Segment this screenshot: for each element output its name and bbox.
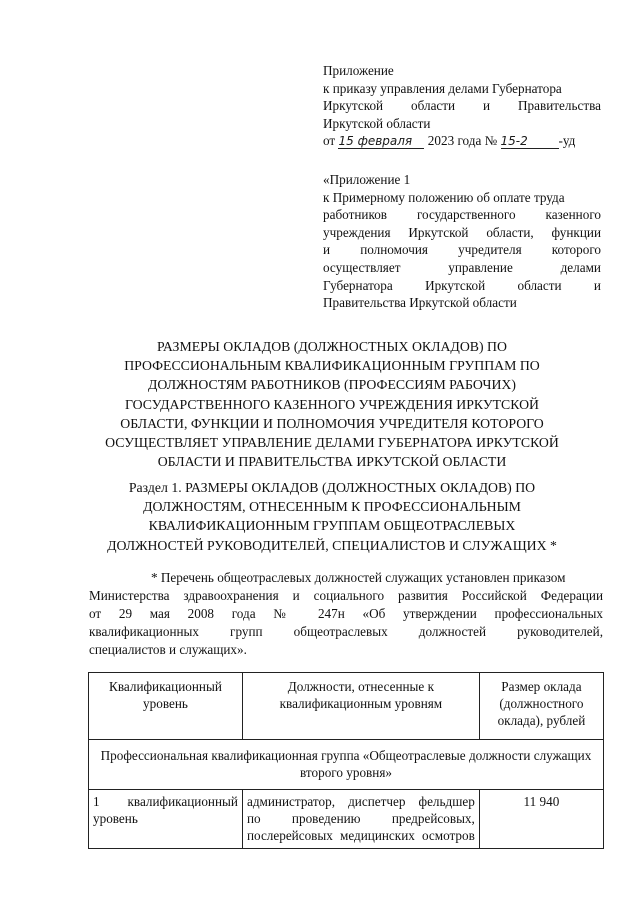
title-line: ОСУЩЕСТВЛЯЕТ УПРАВЛЕНИЕ ДЕЛАМИ ГУБЕРНАТОРА ИРКУТСКОЙ (105, 435, 559, 451)
appendix-header (323, 62, 601, 150)
footnote-line: * Перечень общеотраслевых должностей служащих установлен приказом (151, 570, 566, 585)
title-line: ОБЛАСТИ, ФУНКЦИИ И ПОЛНОМОЧИЯ УЧРЕДИТЕЛЯ КОТОРОГО (120, 415, 544, 431)
footnote (89, 569, 603, 659)
section-line: КВАЛИФИКАЦИОННЫМ ГРУППАМ ОБЩЕОТРАСЛЕВЫХ (148, 518, 516, 534)
group-title: Профессиональная квалификационная группа «Общеотраслевые должности служащих второго уровня» (89, 740, 604, 790)
footnote-line: квалификационных групп общеотраслевых должностей руководителей, (89, 624, 603, 639)
salary-cell: 11 940 (479, 790, 603, 849)
positions-cell (242, 790, 479, 849)
appendix-order-line: к приказу управления делами Губернатора (323, 80, 562, 96)
group-row (89, 740, 604, 790)
document-title (62, 337, 602, 471)
footnote-line: специалистов и служащих». (89, 642, 247, 657)
appendix-1-title: «Приложение 1 (323, 172, 411, 187)
appendix-1-line: к Примерному положению об оплате труда (323, 189, 565, 205)
appendix-1-line: учреждения Иркутской области, функции (323, 224, 601, 240)
section-heading (62, 478, 602, 555)
title-line: РАЗМЕРЫ ОКЛАДОВ (ДОЛЖНОСТНЫХ ОКЛАДОВ) ПО (157, 339, 507, 354)
appendix-1-line: работников государственного казенного (323, 207, 601, 223)
salary-table (88, 672, 604, 849)
appendix-order-line: Иркутской области и Правительства (323, 98, 601, 114)
appendix-1-line: осуществляет управление делами (323, 259, 601, 275)
title-line: ОБЛАСТИ И ПРАВИТЕЛЬСТВА ИРКУТСКОЙ ОБЛАСТИ (157, 454, 507, 470)
appendix-1-line: Правительства Иркутской области (323, 295, 517, 311)
number-suffix: -уд (558, 133, 576, 149)
date-year: 2023 года № (427, 133, 498, 149)
title-line: ПРОФЕССИОНАЛЬНЫМ КВАЛИФИКАЦИОННЫМ ГРУППАМ ПО (124, 358, 540, 374)
section-line: ДОЛЖНОСТЕЙ РУКОВОДИТЕЛЕЙ, СПЕЦИАЛИСТОВ И СЛУЖАЩИХ * (107, 537, 557, 553)
level-cell (89, 790, 243, 849)
positions-text: по проведению предрейсовых, (246, 811, 475, 826)
section-line: Раздел 1. РАЗМЕРЫ ОКЛАДОВ (ДОЛЖНОСТНЫХ ОКЛАДОВ) ПО (128, 480, 536, 495)
positions-text: послерейсовых медицинских осмотров (246, 828, 475, 843)
header-level: Квалификационный уровень (89, 673, 243, 740)
handwritten-date: 15 февраля (338, 134, 424, 149)
appendix-1-line: Губернатора Иркутской области и (323, 277, 601, 293)
header-salary: Размер оклада (должностного оклада), рублей (479, 673, 603, 740)
level-text: 1 квалификационный (93, 794, 238, 809)
handwritten-number: 15-2 (501, 134, 559, 149)
title-line: ДОЛЖНОСТЯМ РАБОТНИКОВ (ПРОФЕССИЯМ РАБОЧИХ) (148, 377, 516, 393)
date-prefix: от (323, 133, 336, 149)
appendix-date-line (323, 132, 601, 150)
footnote-line: от 29 мая 2008 года № 247н «Об утверждении профессиональных (89, 606, 603, 621)
level-text: уровень (93, 811, 138, 826)
header-positions: Должности, отнесенные к квалификационным уровням (242, 673, 479, 740)
appendix-1-line: и полномочия учредителя которого (323, 242, 601, 258)
appendix-order-line: Иркутской области (323, 115, 431, 131)
appendix-1-header (323, 171, 601, 312)
table-header-row (89, 673, 604, 740)
positions-text: администратор, диспетчер фельдшер (246, 794, 475, 809)
title-line: ГОСУДАРСТВЕННОГО КАЗЕННОГО УЧРЕЖДЕНИЯ ИРКУТСКОЙ (124, 396, 540, 412)
section-line: ДОЛЖНОСТЯМ, ОТНЕСЕННЫМ К ПРОФЕССИОНАЛЬНЫМ (143, 499, 521, 515)
table-row (89, 790, 604, 849)
appendix-title: Приложение (323, 63, 394, 78)
footnote-line: Министерства здравоохранения и социального развития Российской Федерации (89, 588, 603, 603)
